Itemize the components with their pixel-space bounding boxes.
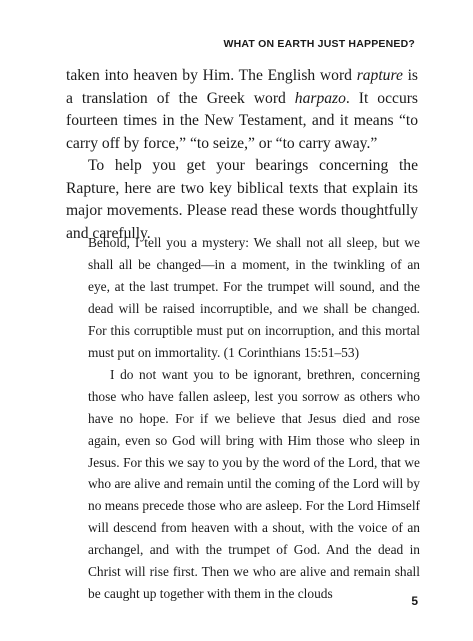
body-paragraph-1-part-2: is a translation of the Greek word — [66, 67, 418, 107]
quote-paragraph-2: I do not want you to be ignorant, brethren, concerning those who have fallen asleep, lest you sorrow as others who have no hope. For if we believe that Jesus died and rose again, even so God will bring with Him those who sleep in Jesus. For this we say to you by the word of the Lord, that we who are alive and remain until the coming of the Lord will by no means precede those who are asleep. For the Lord Himself will descend from heaven with a shout, with the voice of an archangel, and with the trumpet of God. And the dead in Christ will rise first. Then we who are alive and remain shall be caught up together with them in the clouds — [88, 366, 420, 602]
running-head-title: WHAT ON EARTH JUST HAPPENED? — [223, 38, 415, 50]
body-paragraph-1-part-1: taken into heaven by Him. The English word — [66, 67, 357, 84]
body-paragraph-2: To help you get your bearings concerning the Rapture, here are two key biblical texts that explain its major movements. Please read these words thoughtfully and carefully. — [66, 157, 418, 242]
term-harpazo: harpazo — [294, 89, 346, 107]
scripture-quote — [88, 232, 420, 605]
body-paragraph-1-part-3: . It occurs fourteen times in the New Testament, and it means “to carry off by force,” “to seize,” or “to carry away.” — [66, 89, 418, 152]
body-text — [66, 65, 418, 245]
quote-paragraph-1: Behold, I tell you a mystery: We shall not all sleep, but we shall all be changed—in a moment, in the twinkling of an eye, at the last trumpet. For the trumpet will sound, and the dead will be raised incorruptible, and we shall be changed. For this corruptible must put on incorruption, and this mortal must put on immortality. (1 Corinthians 15:51–53) — [88, 235, 420, 360]
term-rapture: rapture — [356, 67, 403, 84]
page-number: 5 — [411, 594, 418, 608]
body-paragraph-1 — [66, 65, 418, 155]
